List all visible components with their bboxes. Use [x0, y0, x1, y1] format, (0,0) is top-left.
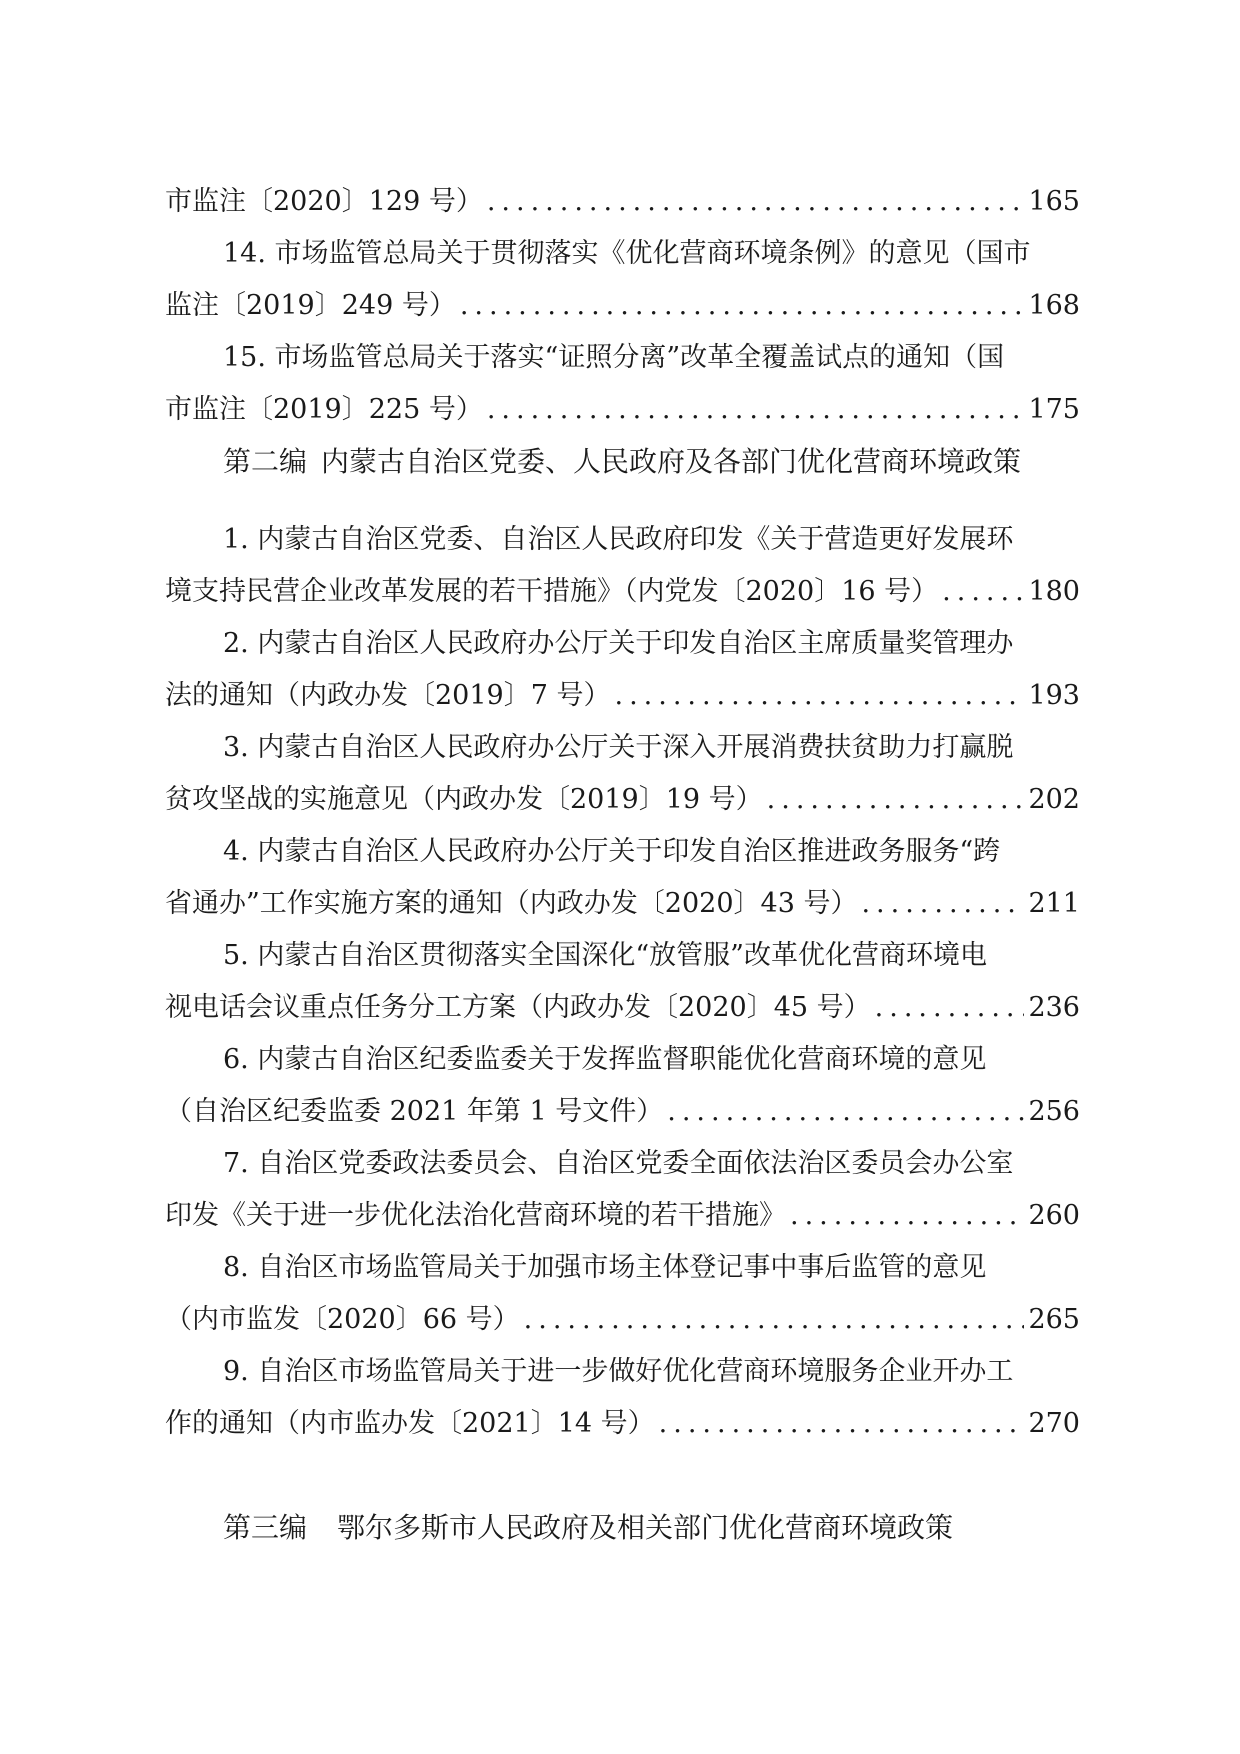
toc-page-number: 165: [1028, 186, 1080, 217]
toc-entry-last-line: [165, 982, 1080, 1034]
toc-entry: [165, 1034, 1080, 1138]
toc-entry-first-line: 2. 内蒙古自治区人民政府办公厅关于印发自治区主席质量奖管理办: [223, 628, 1014, 659]
dot-leader: [790, 1190, 1024, 1242]
toc-entry-text: （内市监发〔2020〕66 号）: [165, 1304, 520, 1335]
toc-entry-first-line: 1. 内蒙古自治区党委、自治区人民政府印发《关于营造更好发展环: [223, 524, 1014, 555]
toc-entry-last-line: [165, 878, 1080, 930]
toc-entry: [165, 228, 1080, 332]
toc-page-number: 270: [1028, 1408, 1080, 1439]
toc-entry-text: 法的通知（内政办发〔2019〕7 号）: [165, 680, 611, 711]
dot-leader: [524, 1294, 1025, 1346]
toc-entry-first-line: 4. 内蒙古自治区人民政府办公厅关于印发自治区推进政务服务“跨: [223, 836, 1001, 867]
dot-leader: [614, 670, 1024, 722]
dot-leader: [875, 982, 1025, 1034]
toc-entry-text: 视电话会议重点任务分工方案（内政办发〔2020〕45 号）: [165, 992, 871, 1023]
section-label: 第二编: [223, 445, 308, 478]
toc-entry-last-line: [165, 176, 1080, 228]
toc-entry-text: 贫攻坚战的实施意见（内政办发〔2019〕19 号）: [165, 784, 763, 815]
section-title: 内蒙古自治区党委、人民政府及各部门优化营商环境政策: [321, 445, 1022, 478]
section-heading-2: [165, 436, 1080, 488]
toc-entry-last-line: [165, 1086, 1080, 1138]
toc-entry-first-line: 15. 市场监管总局关于落实“证照分离”改革全覆盖试点的通知（国: [223, 342, 1005, 373]
toc-entry-text: 监注〔2019〕249 号）: [165, 290, 456, 321]
toc-entry-text: 市监注〔2020〕129 号）: [165, 186, 483, 217]
toc-entry-last-line: [165, 1398, 1080, 1450]
toc-page-number: 256: [1028, 1096, 1080, 1127]
toc-entry: [165, 1346, 1080, 1450]
toc-entry: [165, 1242, 1080, 1346]
dot-leader: [942, 566, 1024, 618]
toc-entry: [165, 1138, 1080, 1242]
toc-entry-text: 印发《关于进一步优化法治化营商环境的若干措施》: [165, 1200, 786, 1231]
toc-entry-text: 作的通知（内市监办发〔2021〕14 号）: [165, 1408, 655, 1439]
toc-entry-first-line: 6. 内蒙古自治区纪委监委关于发挥监督职能优化营商环境的意见: [223, 1044, 987, 1075]
dot-leader: [861, 878, 1024, 930]
toc-entry-first-line: 7. 自治区党委政法委员会、自治区党委全面依法治区委员会办公室: [223, 1148, 1014, 1179]
dot-leader: [667, 1086, 1024, 1138]
toc-entry: [165, 618, 1080, 722]
toc-entry: [165, 514, 1080, 618]
toc-entry-last-line: [165, 774, 1080, 826]
toc-page-number: 180: [1028, 576, 1080, 607]
toc-entry-text: 市监注〔2019〕225 号）: [165, 394, 483, 425]
toc-entry-text: （自治区纪委监委 2021 年第 1 号文件）: [165, 1096, 664, 1127]
toc-entry-text: 境支持民营企业改革发展的若干措施》（内党发〔2020〕16 号）: [165, 576, 939, 607]
toc-page-number: 168: [1028, 290, 1080, 321]
toc-entry-first-line: 14. 市场监管总局关于贯彻落实《优化营商环境条例》的意见（国市: [223, 238, 1031, 269]
toc-entry-first-line: 9. 自治区市场监管局关于进一步做好优化营商环境服务企业开办工: [223, 1356, 1014, 1387]
toc-page-number: 211: [1028, 888, 1080, 919]
toc-entry-text: 省通办”工作实施方案的通知（内政办发〔2020〕43 号）: [165, 888, 858, 919]
toc-entry-first-line: 3. 内蒙古自治区人民政府办公厅关于深入开展消费扶贫助力打赢脱: [223, 732, 1014, 763]
toc-page-number: 260: [1028, 1200, 1080, 1231]
dot-leader: [487, 384, 1025, 436]
toc-entry-first-line: 5. 内蒙古自治区贯彻落实全国深化“放管服”改革优化营商环境电: [223, 940, 987, 971]
toc-entry-last-line: [165, 1294, 1080, 1346]
toc-entry: [165, 826, 1080, 930]
toc-entry-last-line: [165, 1190, 1080, 1242]
toc-entry: [165, 930, 1080, 1034]
dot-leader: [659, 1398, 1025, 1450]
toc-page-number: 202: [1028, 784, 1080, 815]
toc-page-number: 265: [1028, 1304, 1080, 1335]
toc-page-number: 175: [1028, 394, 1080, 425]
toc-entry-last-line: [165, 384, 1080, 436]
toc-entry: [165, 722, 1080, 826]
toc-entry-last-line: [165, 566, 1080, 618]
section-heading-3: [165, 1502, 1080, 1554]
toc-entry: [165, 332, 1080, 436]
toc-entry-last-line: [165, 670, 1080, 722]
toc-page-number: 193: [1028, 680, 1080, 711]
section-label: 第三编: [223, 1511, 308, 1544]
dot-leader: [460, 280, 1025, 332]
toc-entry: [165, 176, 1080, 228]
toc-page-number: 236: [1028, 992, 1080, 1023]
toc-content: [165, 176, 1080, 1554]
toc-entry-last-line: [165, 280, 1080, 332]
dot-leader: [767, 774, 1025, 826]
dot-leader: [487, 176, 1025, 228]
section-title: 鄂尔多斯市人民政府及相关部门优化营商环境政策: [337, 1511, 954, 1544]
toc-entry-first-line: 8. 自治区市场监管局关于加强市场主体登记事中事后监管的意见: [223, 1252, 987, 1283]
